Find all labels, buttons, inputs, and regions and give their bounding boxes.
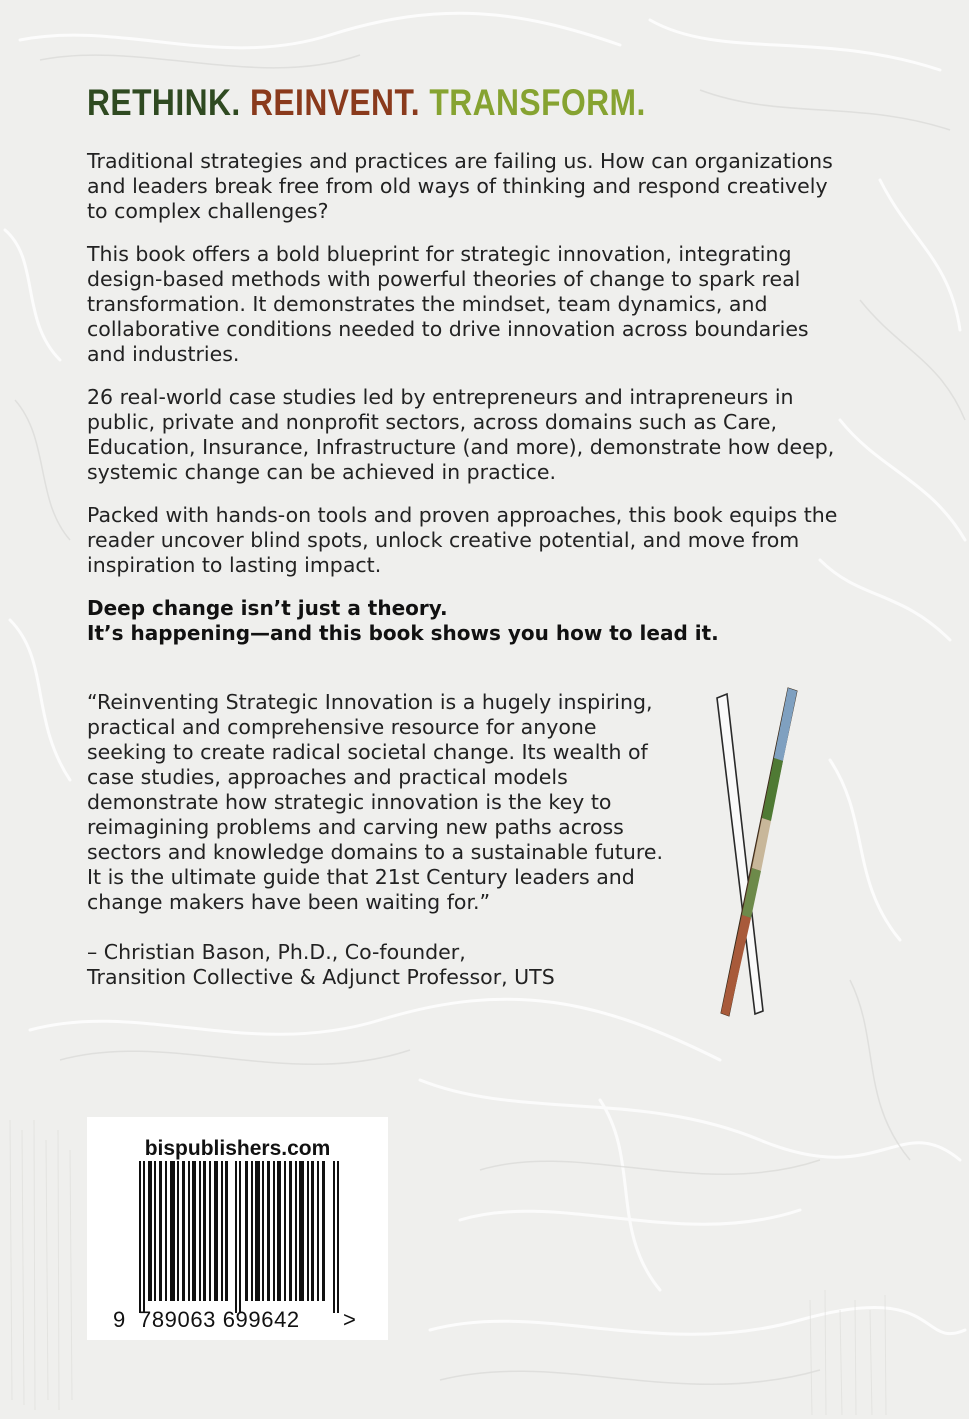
headline-rethink: RETHINK. xyxy=(87,82,241,123)
barcode-panel xyxy=(87,1117,388,1340)
tools-paragraph: Packed with hands-on tools and proven approaches, this book equips the reader uncover blind spots, unlock creative potential, and move from inspiration to lasting impact. xyxy=(87,503,838,577)
attribution-line-1: – Christian Bason, Ph.D., Co-founder, xyxy=(87,940,466,964)
case-studies-paragraph: 26 real-world case studies led by entrepreneurs and intrapreneurs in public, private and nonprofit sectors, across domains such as Care, Education, Insurance, Infrastructure (and more), demonstrate how deep, systemic change can be achieved in practice. xyxy=(87,385,835,484)
attribution-line-2: Transition Collective & Adjunct Professor, UTS xyxy=(87,965,555,989)
headline-reinvent: REINVENT. xyxy=(249,82,421,123)
headline xyxy=(87,82,646,124)
tagline xyxy=(87,596,847,646)
tagline-line-2: It’s happening—and this book shows you how to lead it. xyxy=(87,621,719,645)
blueprint-paragraph: This book offers a bold blueprint for strategic innovation, integrating design-based methods with powerful theories of change to spark real transformation. It demonstrates the mindset, team dynamics, and collaborative conditions needed to drive innovation across boundaries and industries. xyxy=(87,242,809,366)
tagline-line-1: Deep change isn’t just a theory. xyxy=(87,596,448,620)
publisher-url: bispublishers.com xyxy=(144,1137,331,1160)
crossed-sticks-illustration xyxy=(705,686,805,1021)
headline-transform: TRANSFORM. xyxy=(429,82,646,123)
barcode xyxy=(139,1161,339,1313)
isbn-digits: 789063 699642 xyxy=(139,1307,300,1332)
quote-attribution xyxy=(87,940,677,990)
endorsement-quote: “Reinventing Strategic Innovation is a hugely inspiring, practical and comprehensive resource for anyone seeking to create radical societal change. Its wealth of case studies, approaches and practical models demonstrate how strategic innovation is the key to reimagining problems and carving new paths across sectors and knowledge domains to a sustainable future. It is the ultimate guide that 21st Century leaders and change makers have been waiting for.” xyxy=(87,690,664,914)
intro-paragraph: Traditional strategies and practices are failing us. How can organizations and leaders break free from old ways of thinking and respond creatively to complex challenges? xyxy=(87,149,833,223)
isbn-arrow: > xyxy=(343,1307,357,1332)
isbn-prefix: 9 xyxy=(113,1307,126,1332)
